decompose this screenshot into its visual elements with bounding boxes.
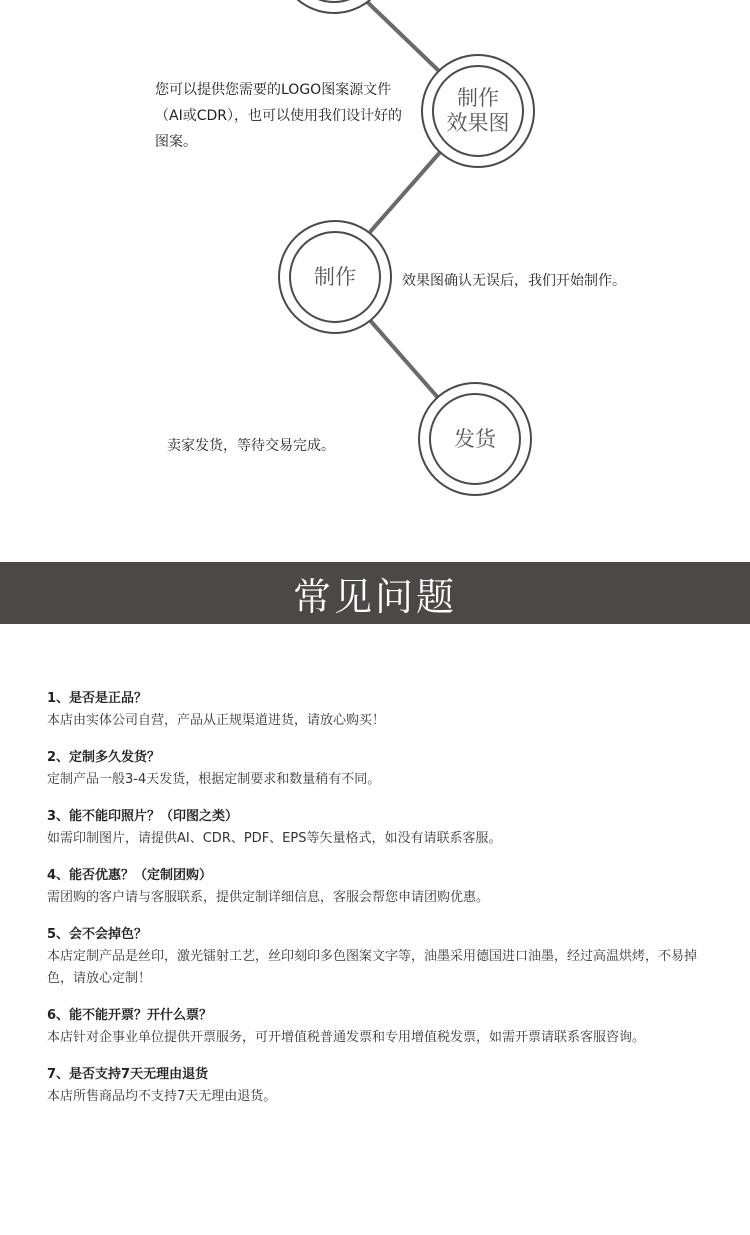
step-effect-label <box>432 65 524 157</box>
faq-item-1 <box>47 688 707 732</box>
connector-effect-make <box>370 150 442 232</box>
faq-question: 4、能否优惠？（定制团购） <box>47 868 213 883</box>
step-effect-text: 制作 效果图 <box>446 86 510 135</box>
faq-question: 7、是否支持7天无理由退货 <box>47 1067 209 1082</box>
step-ship-desc: 卖家发货，等待交易完成。 <box>167 438 335 454</box>
faq-banner-title: 常见问题 <box>292 574 457 619</box>
connector-make-ship <box>368 318 440 400</box>
faq-question: 3、能不能印照片？（印图之类） <box>47 809 239 824</box>
faq-answer: 本店所售商品均不支持7天无理由退货。 <box>47 1089 277 1104</box>
faq-answer: 本店针对企事业单位提供开票服务，可开增值税普通发票和专用增值税发票，如需开票请联系客服咨询。 <box>47 1030 646 1045</box>
connector-top-effect <box>360 0 440 72</box>
faq-question: 5、会不会掉色？ <box>47 927 148 942</box>
faq-item-3 <box>47 806 707 850</box>
faq-answer: 需团购的客户请与客服联系，提供定制详细信息，客服会帮您申请团购优惠。 <box>47 890 490 905</box>
step-effect-circle <box>421 54 535 168</box>
faq-question: 2、定制多久发货？ <box>47 750 161 765</box>
step-ship-text: 发货 <box>454 426 496 451</box>
faq-answer: 本店由实体公司自营，产品从正规渠道进货，请放心购买！ <box>47 713 386 728</box>
faq-item-7 <box>47 1064 707 1108</box>
faq-banner <box>0 562 750 624</box>
step-top-inner <box>288 0 380 3</box>
faq-item-6 <box>47 1005 707 1049</box>
faq-answer: 定制产品一般3-4天发货，根据定制要求和数量稍有不同。 <box>47 772 381 787</box>
step-ship-label <box>429 393 521 485</box>
faq-item-2 <box>47 747 707 791</box>
step-make-label <box>289 231 381 323</box>
step-make-text: 制作 <box>314 264 356 289</box>
faq-list <box>47 688 707 1123</box>
faq-answer: 如需印制图片，请提供AI、CDR、PDF、EPS等矢量格式，如没有请联系客服。 <box>47 831 502 846</box>
step-make-circle <box>278 220 392 334</box>
process-flow <box>0 0 750 560</box>
faq-question: 6、能不能开票？开什么票？ <box>47 1008 213 1023</box>
step-effect-desc: 您可以提供您需要的LOGO图案源文件（AI或CDR），也可以使用我们设计好的图案。 <box>155 82 402 150</box>
faq-question: 1、是否是正品？ <box>47 691 148 706</box>
faq-item-5 <box>47 924 707 990</box>
step-ship-circle <box>418 382 532 496</box>
step-make-desc: 效果图确认无误后，我们开始制作。 <box>402 273 626 289</box>
faq-answer: 本店定制产品是丝印，激光镭射工艺，丝印刻印多色图案文字等，油墨采用德国进口油墨，经过高温烘烤，不易掉色，请放心定制！ <box>47 949 698 986</box>
faq-item-4 <box>47 865 707 909</box>
